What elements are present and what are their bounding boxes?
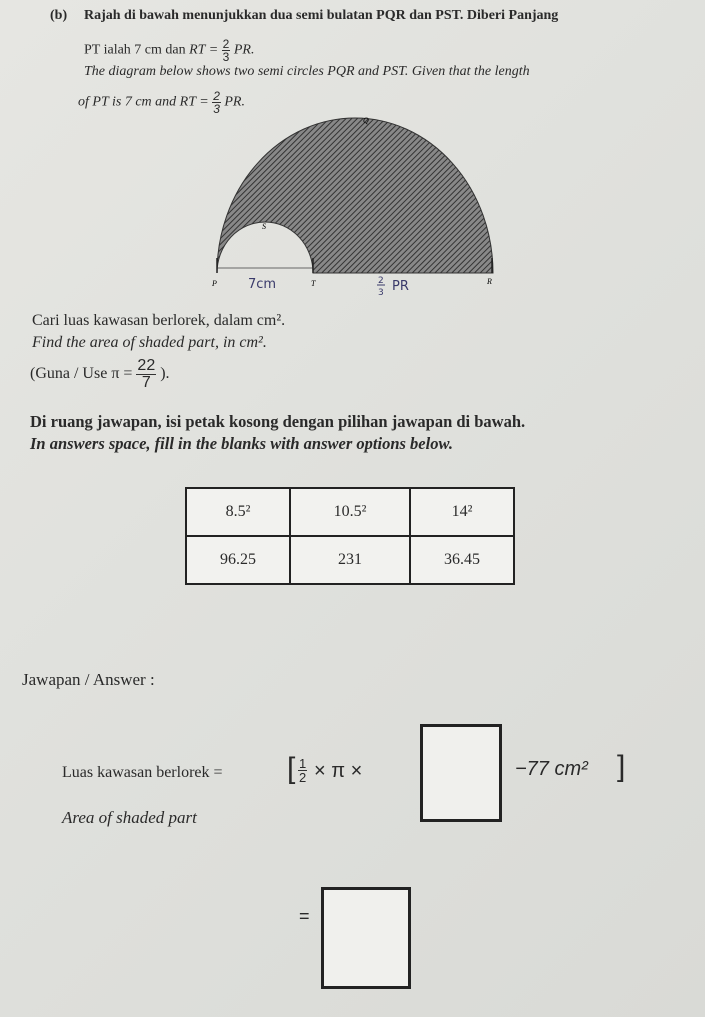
rt-lhs: RT = bbox=[189, 42, 219, 58]
answer-english-label: Area of shaded part bbox=[62, 808, 197, 827]
option-cell[interactable]: 96.25 bbox=[186, 536, 290, 584]
option-cell[interactable]: 10.5² bbox=[290, 488, 410, 536]
label-t: T bbox=[311, 279, 316, 288]
open-bracket: [ bbox=[287, 752, 296, 785]
answer-options-table bbox=[185, 487, 515, 585]
label-p: P bbox=[212, 279, 217, 288]
den: 7 bbox=[141, 374, 151, 391]
label-tr-text: PR bbox=[392, 279, 409, 294]
den: 3 bbox=[213, 102, 220, 116]
num: 1 bbox=[299, 756, 307, 771]
answer-malay-label: Luas kawasan berlorek = bbox=[62, 764, 223, 781]
rt-lhs: RT = bbox=[179, 94, 209, 110]
den: 2 bbox=[299, 770, 307, 785]
equals-sign: = bbox=[299, 906, 310, 926]
option-cell[interactable]: 14² bbox=[410, 488, 514, 536]
use-pi-prefix: (Guna / Use π = bbox=[30, 365, 133, 383]
half-fraction bbox=[298, 757, 307, 784]
rt-rhs: PR. bbox=[224, 94, 245, 110]
option-cell[interactable]: 36.45 bbox=[410, 536, 514, 584]
task-english: Find the area of shaded part, in cm². bbox=[32, 334, 267, 351]
den: 3 bbox=[222, 50, 230, 64]
label-s: S bbox=[262, 222, 266, 231]
question-malay-line1: Rajah di bawah menunjukkan dua semi bulatan PQR dan PST. Diberi Panjang bbox=[84, 8, 559, 23]
instructions-english: In answers space, fill in the blanks with answer options below. bbox=[30, 434, 453, 453]
answer-blank-1[interactable] bbox=[420, 724, 502, 822]
rt-rhs: PR. bbox=[233, 42, 255, 58]
minus-77: −77 cm² bbox=[515, 758, 588, 780]
num: 2 bbox=[213, 89, 220, 103]
english-text: of PT is 7 cm and bbox=[78, 94, 177, 110]
label-r: R bbox=[487, 277, 492, 286]
option-cell[interactable]: 231 bbox=[290, 536, 410, 584]
answer-heading: Jawapan / Answer : bbox=[22, 670, 155, 689]
shaded-region bbox=[217, 118, 493, 273]
instructions-malay: Di ruang jawapan, isi petak kosong dengan pilihan jawapan di bawah. bbox=[30, 412, 526, 431]
use-pi-suffix: ). bbox=[160, 365, 170, 383]
answer-blank-final[interactable] bbox=[321, 887, 411, 989]
label-q: Q bbox=[363, 116, 369, 125]
task-malay: Cari luas kawasan berlorek, dalam cm². bbox=[32, 312, 286, 329]
malay-text: PT ialah 7 cm dan bbox=[84, 42, 186, 58]
semicircle-diagram bbox=[0, 0, 705, 320]
label-pt-length: 7cm bbox=[248, 277, 277, 292]
question-label: (b) bbox=[50, 8, 68, 23]
table-row bbox=[186, 488, 514, 536]
num: 22 bbox=[137, 357, 156, 374]
option-cell[interactable]: 8.5² bbox=[186, 488, 290, 536]
question-english-line1: The diagram below shows two semi circles PQR and PST. Given that the length bbox=[84, 64, 530, 79]
table-row bbox=[186, 536, 514, 584]
label-tr-num: 2 bbox=[378, 276, 384, 286]
close-bracket: ] bbox=[617, 750, 626, 783]
num: 2 bbox=[222, 37, 230, 51]
times-pi: × π × bbox=[314, 760, 363, 782]
pi-fraction bbox=[136, 358, 156, 391]
use-pi bbox=[30, 358, 170, 391]
label-tr-den: 3 bbox=[378, 288, 384, 298]
